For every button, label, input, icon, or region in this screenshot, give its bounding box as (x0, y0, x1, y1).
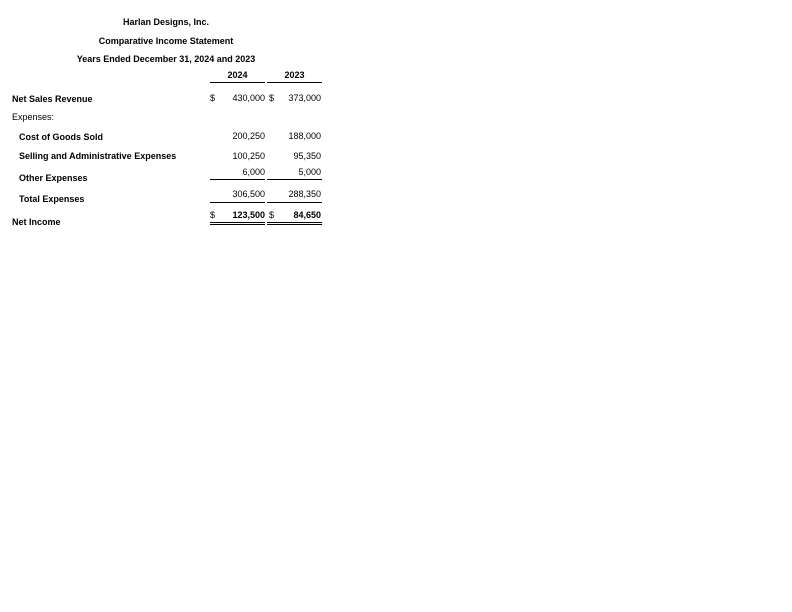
net-income-double-underline-2023 (267, 222, 322, 225)
net-income-2023: 84,650 (293, 210, 321, 220)
other-expenses-2024: 6,000 (242, 167, 265, 177)
total-underline-2023 (267, 202, 322, 203)
row-label-net-sales: Net Sales Revenue (12, 94, 93, 104)
currency-symbol: $ (269, 210, 275, 220)
subtotal-underline-2023 (267, 179, 322, 180)
net-sales-2023: 373,000 (288, 93, 321, 103)
company-name: Harlan Designs, Inc. (122, 17, 210, 27)
row-label-cogs: Cost of Goods Sold (19, 132, 103, 142)
currency-symbol: $ (269, 93, 275, 103)
selling-admin-2024: 100,250 (232, 151, 265, 161)
currency-symbol: $ (210, 93, 216, 103)
net-income-double-underline-2024 (210, 222, 265, 225)
expenses-heading: Expenses: (12, 112, 55, 122)
column-header-2024: 2024 (227, 70, 248, 80)
column-header-2023: 2023 (284, 70, 305, 80)
total-expenses-2024: 306,500 (232, 189, 265, 199)
row-label-other-expenses: Other Expenses (19, 173, 88, 183)
currency-symbol: $ (210, 210, 216, 220)
total-underline-2024 (210, 202, 265, 203)
subtotal-underline-2024 (210, 179, 265, 180)
selling-admin-2023: 95,350 (293, 151, 321, 161)
column-header-underline-2024 (210, 82, 265, 83)
statement-period: Years Ended December 31, 2024 and 2023 (76, 54, 256, 64)
cogs-2024: 200,250 (232, 131, 265, 141)
row-label-net-income: Net Income (12, 217, 61, 227)
statement-title: Comparative Income Statement (98, 36, 234, 46)
other-expenses-2023: 5,000 (298, 167, 321, 177)
row-label-total-expenses: Total Expenses (19, 194, 85, 204)
column-header-underline-2023 (267, 82, 322, 83)
cogs-2023: 188,000 (288, 131, 321, 141)
row-label-selling-admin: Selling and Administrative Expenses (19, 151, 177, 161)
net-income-2024: 123,500 (232, 210, 265, 220)
net-sales-2024: 430,000 (232, 93, 265, 103)
total-expenses-2023: 288,350 (288, 189, 321, 199)
